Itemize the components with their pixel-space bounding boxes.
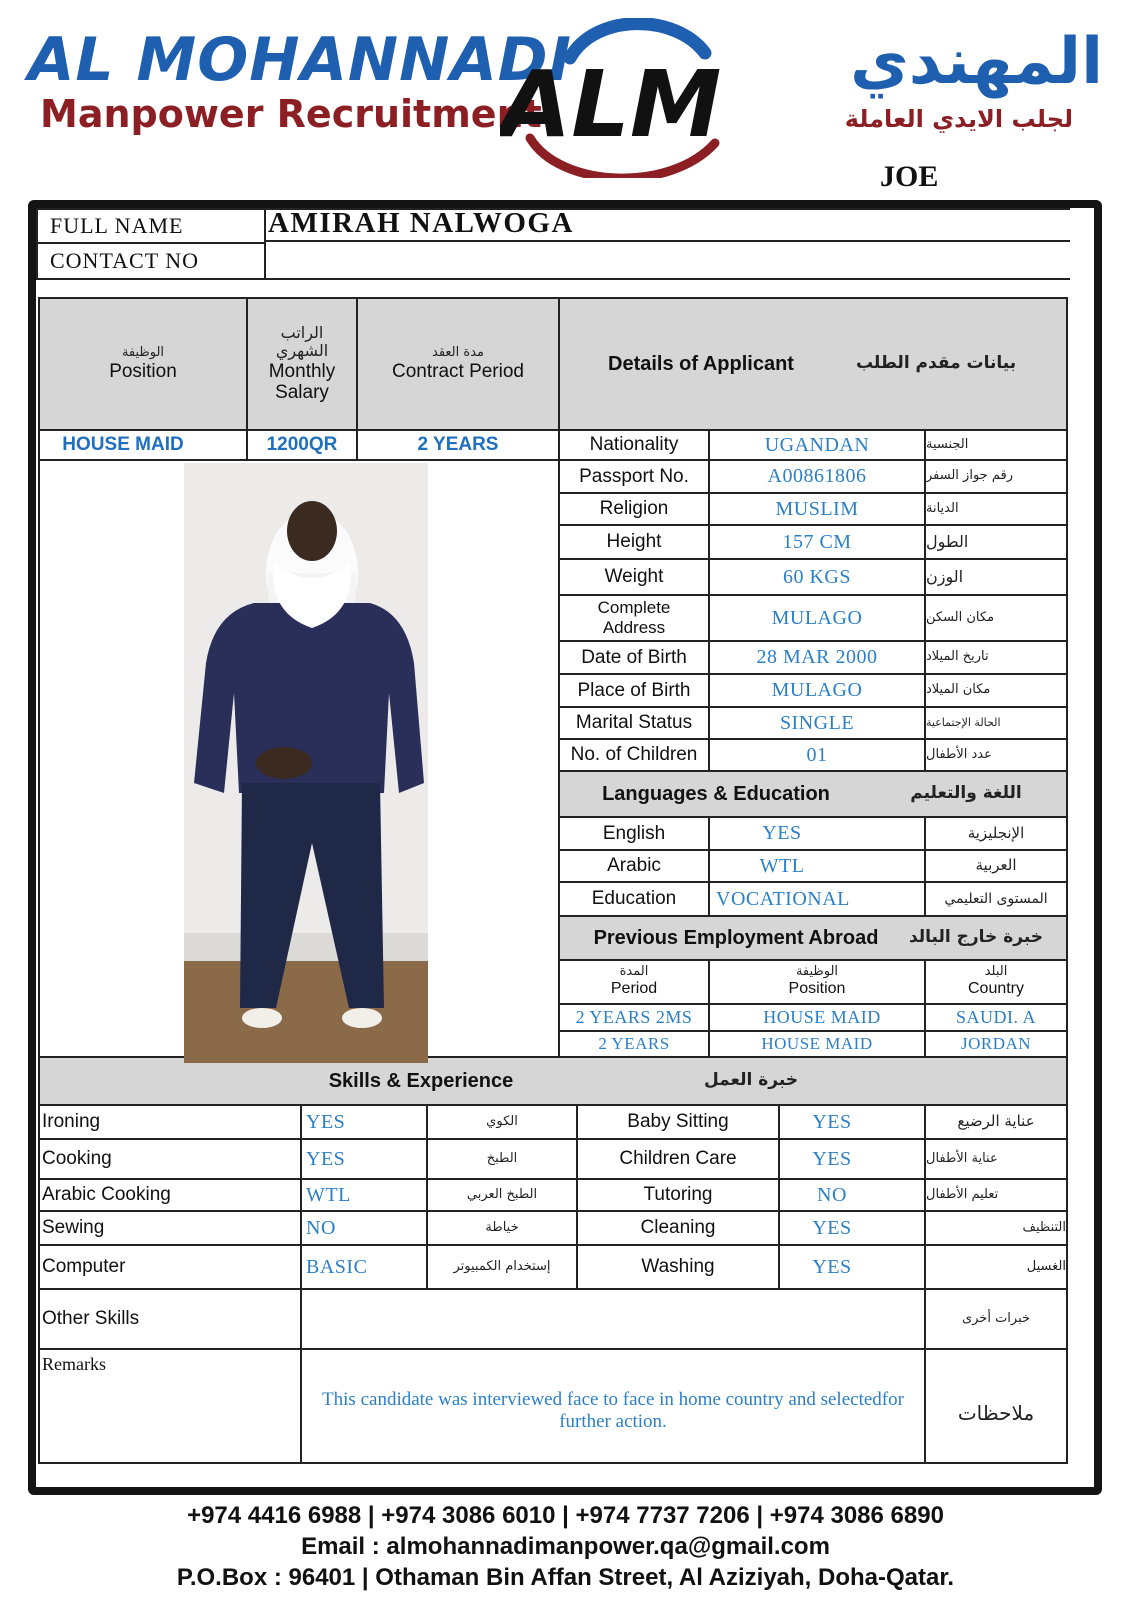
skill-value: NO xyxy=(817,1183,847,1206)
detail-value: UGANDAN xyxy=(764,433,870,456)
detail-label: Nationality xyxy=(589,434,679,456)
employment-period: 2 YEARS 2MS xyxy=(575,1007,693,1028)
footer-phones: +974 4416 6988 | +974 3086 6010 | +974 7737 7206 | +974 3086 6890 xyxy=(187,1502,944,1529)
logo-company-tagline: Manpower Recruitment xyxy=(40,92,542,136)
detail-value: 01 xyxy=(806,743,828,766)
skill-label: Arabic Cooking xyxy=(42,1184,171,1206)
skill-value: YES xyxy=(306,1147,346,1170)
remarks-label-ar: ملاحظات xyxy=(957,1400,1035,1425)
skill-value: NO xyxy=(306,1216,336,1239)
other-skills-label: Other Skills xyxy=(42,1308,140,1330)
details-title-ar: بيانات مقدم الطلب xyxy=(855,353,1017,374)
agent-name: JOE xyxy=(880,160,939,193)
contract-header-ar: مدة العقد xyxy=(432,344,484,360)
detail-value: SINGLE xyxy=(779,711,855,734)
skill-label: Cooking xyxy=(42,1148,112,1170)
skill-label-ar: الطبخ العربي xyxy=(466,1186,538,1202)
skill-label-ar: تعليم الأطفال xyxy=(926,1186,999,1202)
education-value: VOCATIONAL xyxy=(716,887,850,910)
logo-arabic xyxy=(845,22,1103,136)
skill-label-ar: التنظيف xyxy=(1022,1219,1066,1235)
detail-value: MULAGO xyxy=(771,606,863,629)
employment-position-header: الوظيفة Position xyxy=(788,964,846,998)
employment-title-ar: خبرة خارج البالد xyxy=(908,927,1044,948)
skill-label-ar: إستخدام الكمبيوتر xyxy=(453,1258,551,1274)
detail-label-ar: الحالة الإجتماعية xyxy=(926,715,1001,729)
skills-header-bg xyxy=(38,1056,1066,1104)
language-label-ar: العربية xyxy=(975,856,1017,875)
detail-label: Height xyxy=(606,531,662,553)
detail-label-ar: عدد الأطفال xyxy=(926,746,992,762)
footer-email: Email : almohannadimanpower.qa@gmail.com xyxy=(301,1533,830,1560)
language-value: WTL xyxy=(759,854,805,877)
position-header xyxy=(40,299,246,429)
salary-header-ar-1: الراتب xyxy=(280,322,324,342)
remarks-text: This candidate was interviewed face to face in home country and selectedfor further action. xyxy=(322,1389,904,1432)
skill-label: Cleaning xyxy=(640,1217,716,1239)
position-header-en: Position xyxy=(109,360,177,382)
salary-value: 1200QR xyxy=(266,434,338,456)
employment-period: 2 YEARS xyxy=(598,1034,670,1054)
employment-country: JORDAN xyxy=(960,1034,1032,1054)
employment-country-header: البلد Country xyxy=(967,964,1025,998)
salary-header-en-1: Monthly xyxy=(268,360,336,382)
detail-label: Passport No. xyxy=(579,465,689,487)
contact-label: CONTACT NO xyxy=(50,248,200,274)
skill-value: YES xyxy=(812,1110,852,1133)
skill-label-ar: الطبخ xyxy=(486,1150,518,1166)
employment-country: SAUDI. A xyxy=(955,1007,1036,1028)
applicant-photo xyxy=(184,463,428,1063)
detail-label: Place of Birth xyxy=(577,679,691,701)
language-label: English xyxy=(602,822,666,844)
remarks-label: Remarks xyxy=(42,1354,106,1374)
salary-header-en-2: Salary xyxy=(275,382,329,404)
skill-value: BASIC xyxy=(306,1255,368,1278)
detail-value: A00861806 xyxy=(767,465,867,487)
skill-label: Ironing xyxy=(42,1111,101,1133)
salary-header-ar-2: الشهري xyxy=(275,341,329,361)
skill-value: YES xyxy=(812,1255,852,1278)
alm-logo-icon xyxy=(500,18,732,178)
contact-value xyxy=(270,244,1060,278)
skill-value: YES xyxy=(812,1216,852,1239)
skill-label-ar: خياطة xyxy=(485,1219,519,1235)
skill-value: YES xyxy=(812,1147,852,1170)
skill-label-ar: عناية الأطفال xyxy=(926,1150,998,1166)
skill-label: Children Care xyxy=(619,1148,737,1170)
other-skills-label-ar: خبرات أخرى xyxy=(961,1310,1031,1326)
detail-label: No. of Children xyxy=(570,744,698,766)
logo-english xyxy=(28,25,572,136)
skill-label: Sewing xyxy=(42,1217,105,1239)
language-label-ar: الإنجليزية xyxy=(967,823,1025,842)
position-value: HOUSE MAID xyxy=(62,434,184,456)
detail-label-ar: الديانة xyxy=(926,500,959,516)
languages-title-ar: اللغة والتعليم xyxy=(910,783,1022,804)
contact-footer xyxy=(0,1500,1131,1593)
languages-title: Languages & Education xyxy=(602,782,830,805)
other-skills-value xyxy=(302,1290,924,1348)
contract-header-en: Contract Period xyxy=(391,360,524,382)
contract-value: 2 YEARS xyxy=(417,434,499,456)
applicant-form xyxy=(28,200,1102,1495)
applicant-photo-icon xyxy=(184,463,428,1063)
employment-position: HOUSE MAID xyxy=(761,1034,873,1054)
salary-header xyxy=(248,299,356,429)
detail-label-ar: رقم جواز السفر xyxy=(926,468,1013,484)
detail-label: Weight xyxy=(604,566,664,588)
detail-label: Religion xyxy=(599,498,669,520)
education-label: Education xyxy=(591,888,677,910)
detail-label: Complete Address xyxy=(597,598,671,637)
detail-label-ar: مكان السكن xyxy=(926,609,995,625)
skill-label-ar: الغسيل xyxy=(1026,1258,1066,1274)
full-name-value: AMIRAH NALWOGA xyxy=(268,207,574,240)
detail-label-ar: الجنسية xyxy=(926,436,969,452)
skill-value: WTL xyxy=(306,1183,351,1206)
detail-label-ar: تاريخ الميلاد xyxy=(926,649,989,665)
detail-label: Marital Status xyxy=(575,712,693,734)
employment-period-header: المدة Period xyxy=(610,964,658,998)
language-value: YES xyxy=(762,822,802,844)
skill-label: Computer xyxy=(42,1256,126,1278)
skill-label-ar: عناية الرضيع xyxy=(957,1112,1035,1131)
position-header-ar: الوظيفة xyxy=(121,344,165,360)
skills-title-ar: خبرة العمل xyxy=(703,1070,799,1091)
details-title: Details of Applicant xyxy=(608,352,794,375)
employment-position: HOUSE MAID xyxy=(763,1007,881,1028)
logo-arabic-name: المهندي xyxy=(850,25,1103,99)
detail-value: 60 KGS xyxy=(782,565,851,588)
detail-label-ar: الطول xyxy=(926,531,969,551)
education-label-ar: المستوى التعليمي xyxy=(944,890,1048,907)
footer-address: P.O.Box : 96401 | Othaman Bin Affan Street, Al Aziziyah, Doha-Qatar. xyxy=(176,1564,955,1591)
skill-label: Tutoring xyxy=(643,1184,713,1206)
detail-label-ar: مكان الميلاد xyxy=(926,682,991,698)
detail-value: 157 CM xyxy=(782,530,852,553)
language-label: Arabic xyxy=(607,855,661,877)
detail-value: MULAGO xyxy=(771,679,863,701)
full-name-label: FULL NAME xyxy=(50,213,184,239)
contract-header xyxy=(358,299,558,429)
detail-value: MUSLIM xyxy=(775,497,859,520)
skills-title: Skills & Experience xyxy=(328,1069,514,1092)
skill-label: Washing xyxy=(641,1256,715,1278)
skill-value: YES xyxy=(306,1110,346,1133)
logo-arabic-tagline: لجلب الايدي العاملة xyxy=(844,105,1073,133)
detail-label-ar: الوزن xyxy=(926,566,964,586)
skill-label-ar: الكوي xyxy=(486,1113,518,1129)
detail-label: Date of Birth xyxy=(581,646,687,668)
employment-title: Previous Employment Abroad xyxy=(593,926,879,949)
svg-text:ALM: ALM xyxy=(500,51,722,158)
letterhead xyxy=(0,0,1131,200)
skill-label: Baby Sitting xyxy=(627,1111,729,1133)
detail-value: 28 MAR 2000 xyxy=(756,646,878,668)
logo-company-name: AL MOHANNADI xyxy=(28,25,572,95)
